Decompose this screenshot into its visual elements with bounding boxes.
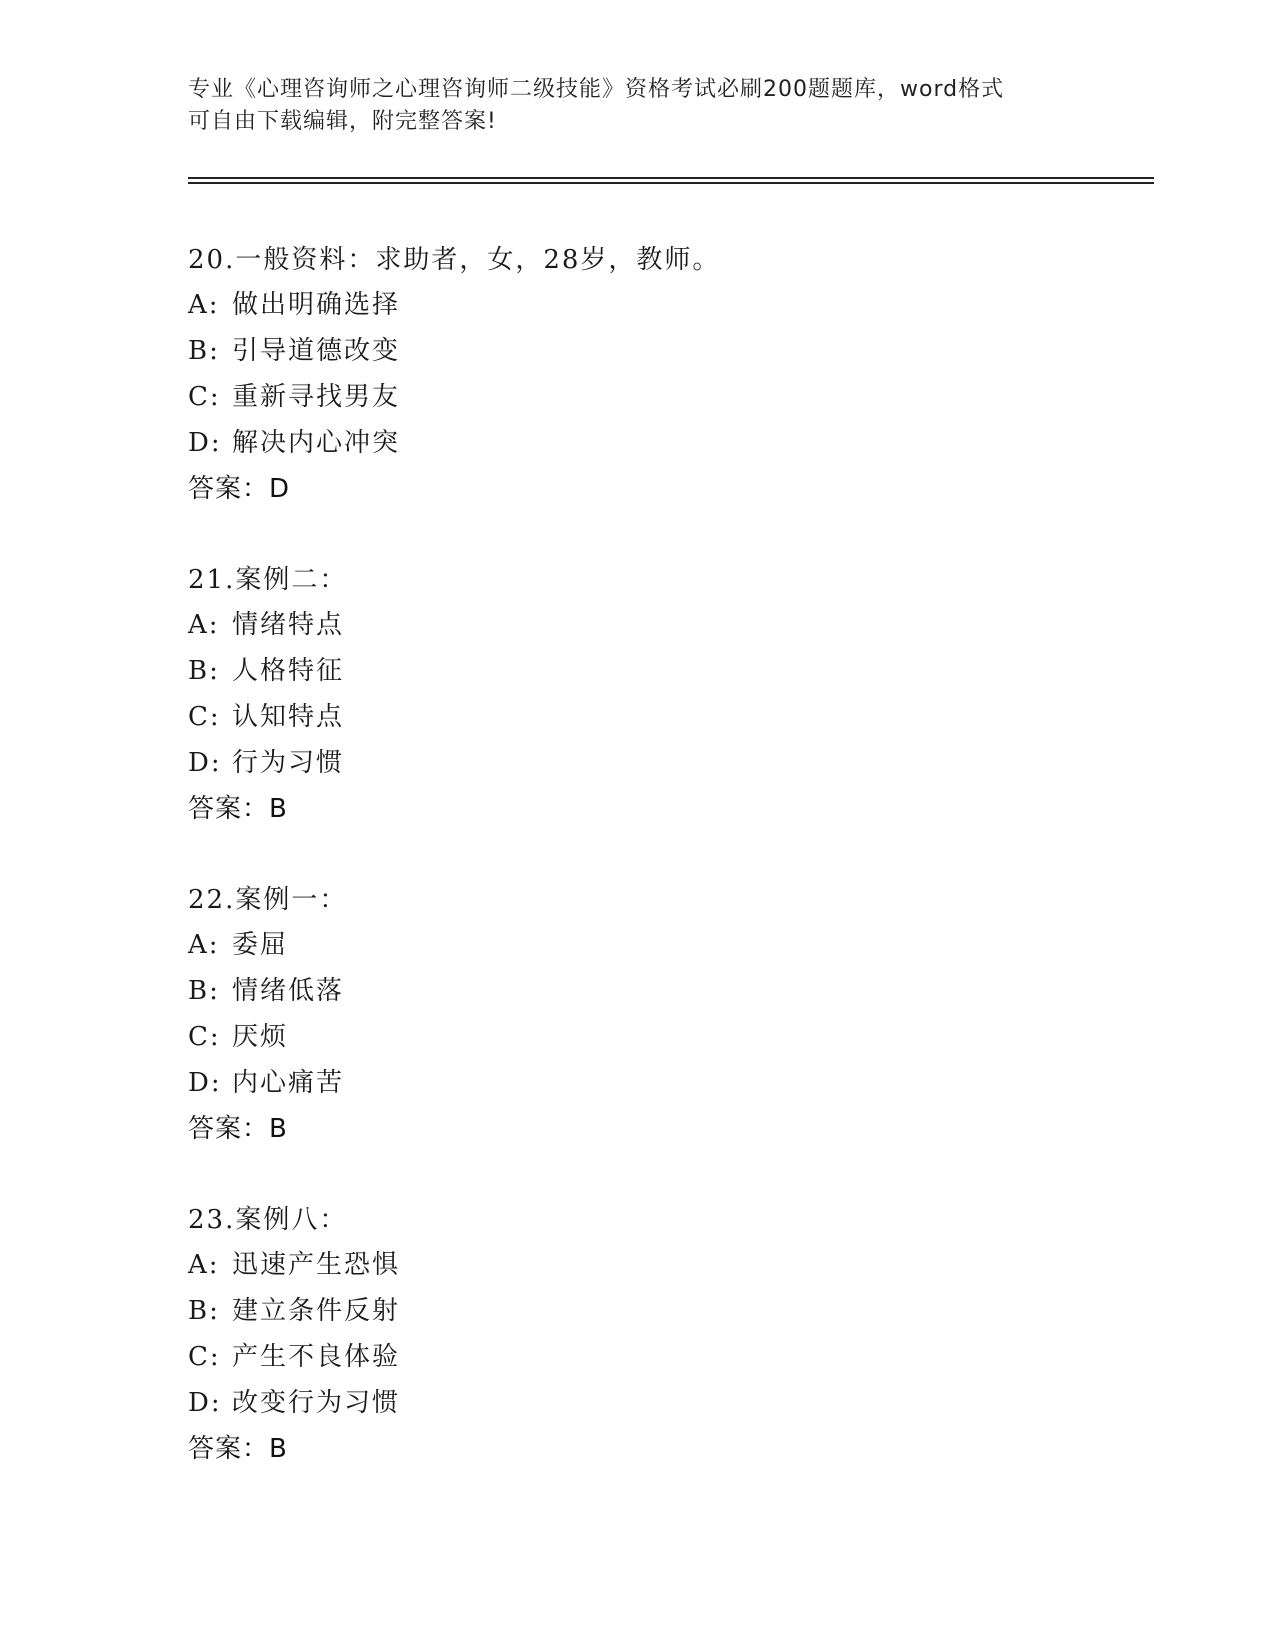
option-d [188, 420, 1148, 466]
option-text: 委屈 [232, 930, 289, 960]
option-text: 人格特征 [232, 656, 345, 686]
option-letter: A: [188, 1250, 220, 1280]
question-item [188, 557, 1148, 877]
option-c [188, 374, 1148, 420]
option-text: 厌烦 [232, 1022, 289, 1052]
question-title: 21.案例二： [188, 565, 348, 595]
option-letter: D: [188, 428, 222, 458]
option-text: 行为习惯 [232, 748, 345, 778]
question-title: 23.案例八： [188, 1205, 348, 1235]
option-b [188, 648, 1148, 694]
option-letter: C: [188, 702, 221, 732]
option-b [188, 968, 1148, 1014]
option-a [188, 282, 1148, 328]
option-b [188, 328, 1148, 374]
option-c [188, 1014, 1148, 1060]
option-letter: D: [188, 1068, 222, 1098]
header-line-1: 专业《心理咨询师之心理咨询师二级技能》资格考试必刷200题题库，word格式 [188, 77, 1005, 102]
answer-line: 答案：B [188, 1114, 288, 1144]
answer-line: 答案：B [188, 1434, 288, 1464]
question-item [188, 1197, 1148, 1517]
option-letter: D: [188, 1388, 222, 1418]
option-letter: B: [188, 1296, 220, 1326]
option-d [188, 740, 1148, 786]
option-letter: D: [188, 748, 222, 778]
option-letter: A: [188, 610, 220, 640]
option-d [188, 1380, 1148, 1426]
option-letter: C: [188, 382, 221, 412]
answer-line: 答案：B [188, 794, 288, 824]
option-c [188, 694, 1148, 740]
option-text: 建立条件反射 [232, 1296, 401, 1326]
option-text: 重新寻找男友 [232, 382, 401, 412]
option-letter: C: [188, 1342, 221, 1372]
header-line-2: 可自由下载编辑，附完整答案! [188, 109, 497, 134]
option-text: 产生不良体验 [232, 1342, 401, 1372]
option-text: 改变行为习惯 [232, 1388, 401, 1418]
option-a [188, 922, 1148, 968]
option-text: 情绪特点 [232, 610, 345, 640]
question-title: 22.案例一： [188, 885, 348, 915]
option-c [188, 1334, 1148, 1380]
option-text: 迅速产生恐惧 [232, 1250, 401, 1280]
question-item [188, 877, 1148, 1197]
option-letter: B: [188, 976, 220, 1006]
option-letter: B: [188, 336, 220, 366]
header-divider-bottom [188, 182, 1154, 184]
option-text: 内心痛苦 [232, 1068, 345, 1098]
option-d [188, 1060, 1148, 1106]
option-text: 引导道德改变 [232, 336, 401, 366]
option-letter: C: [188, 1022, 221, 1052]
option-b [188, 1288, 1148, 1334]
question-title: 20.一般资料：求助者，女，28岁，教师。 [188, 245, 721, 275]
header-divider-top [188, 177, 1154, 179]
document-header [188, 74, 1068, 138]
answer-line: 答案：D [188, 474, 291, 504]
option-text: 做出明确选择 [232, 290, 401, 320]
option-letter: A: [188, 290, 220, 320]
option-a [188, 602, 1148, 648]
option-text: 解决内心冲突 [232, 428, 401, 458]
question-list [188, 237, 1148, 1517]
option-letter: B: [188, 656, 220, 686]
option-text: 认知特点 [232, 702, 345, 732]
option-text: 情绪低落 [232, 976, 345, 1006]
option-a [188, 1242, 1148, 1288]
option-letter: A: [188, 930, 220, 960]
question-item [188, 237, 1148, 557]
